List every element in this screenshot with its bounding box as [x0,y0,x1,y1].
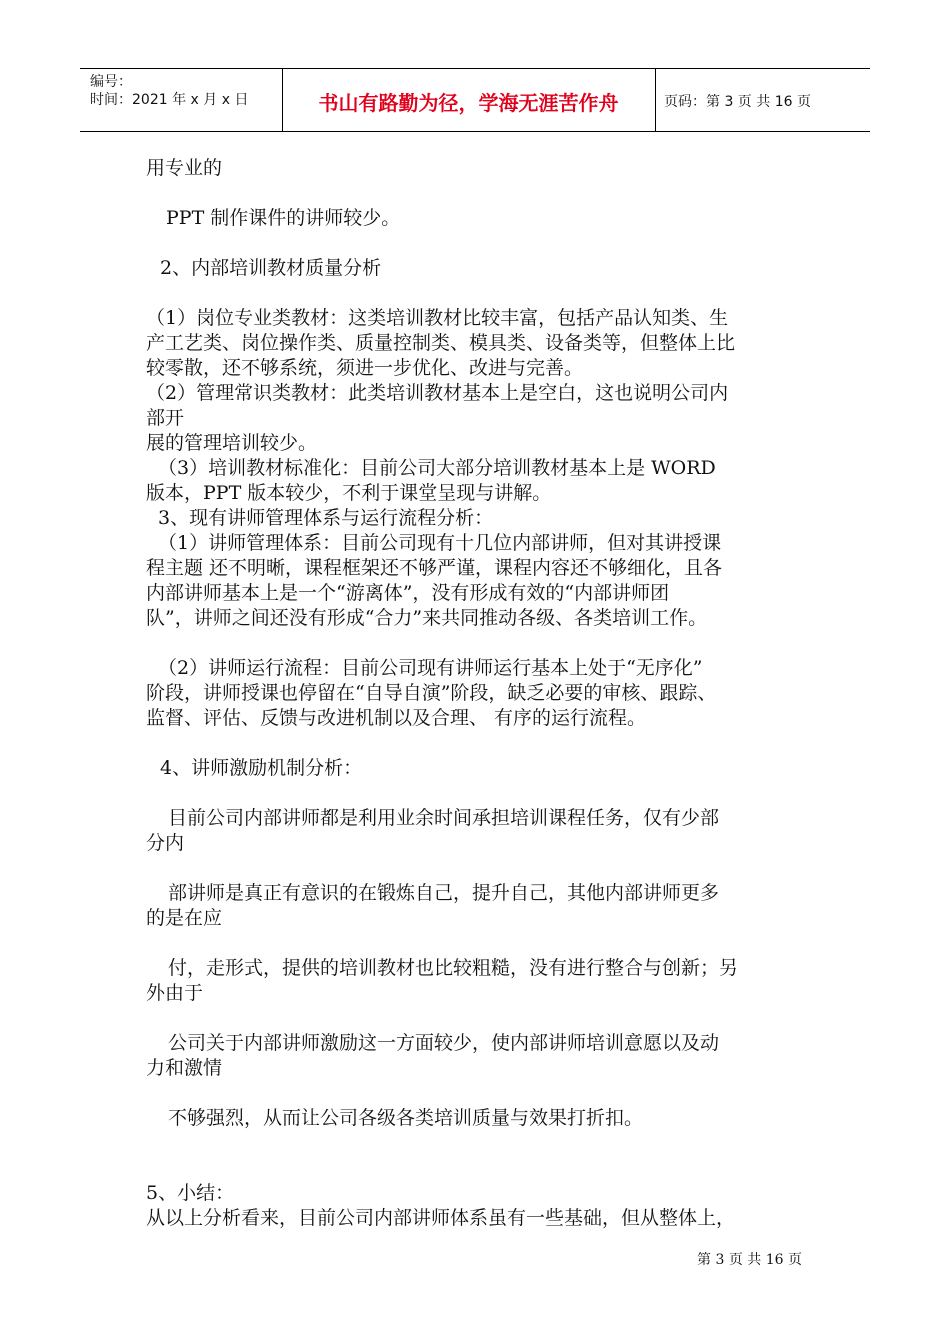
body-line: 程主题 还不明晰，课程框架还不够严谨，课程内容还不够细化，且各 [146,557,723,579]
body-line: 展的管理培训较少。 [146,432,318,454]
document-time-label: 时间：2021 年 x 月 x 日 [90,92,249,108]
body-line: （1）讲师管理体系：目前公司现有十几位内部讲师，但对其讲授课 [158,532,722,554]
body-line: 部开 [146,407,185,429]
header-meta-cell [80,69,283,131]
section-heading: 2、内部培训教材质量分析 [160,257,382,279]
body-line: 用专业的 [146,157,223,179]
body-line: 外由于 [146,982,204,1004]
header-page-cell [656,69,870,131]
body-line: 力和激情 [146,1057,223,1079]
body-line: 内部讲师基本上是一个“游离体”，没有形成有效的“内部讲师团 [146,582,670,604]
section-heading: 3、现有讲师管理体系与运行流程分析： [158,507,494,529]
section-heading: 5、小结： [146,1182,235,1204]
page-header [80,68,870,132]
body-line: 监督、评估、反馈与改进机制以及合理、 有序的运行流程。 [146,707,647,729]
body-line: （1）岗位专业类教材：这类培训教材比较丰富，包括产品认知类、生 [146,307,729,329]
document-number-label: 编号： [90,74,132,90]
body-line: PPT 制作课件的讲师较少。 [166,207,401,229]
body-line: 从以上分析看来，目前公司内部讲师体系虽有一些基础，但从整体上， [146,1207,736,1229]
body-line: 版本，PPT 版本较少，不利于课堂呈现与讲解。 [146,482,552,504]
body-line: 目前公司内部讲师都是利用业余时间承担培训课程任务，仅有少部 [168,807,720,829]
header-page-number: 页码：第 3 页 共 16 页 [664,94,811,110]
body-line: 公司关于内部讲师激励这一方面较少，使内部讲师培训意愿以及动 [168,1032,720,1054]
body-line: 较零散，还不够系统，须进一步优化、改进与完善。 [146,357,584,379]
body-line: 阶段，讲师授课也停留在“自导自演”阶段，缺乏必要的审核、跟踪、 [146,682,717,704]
body-line: （2）讲师运行流程：目前公司现有讲师运行基本上处于“无序化” [158,657,703,679]
body-line: （2）管理常识类教材：此类培训教材基本上是空白，这也说明公司内 [146,382,729,404]
body-line: （3）培训教材标准化：目前公司大部分培训教材基本上是 WORD [158,457,716,479]
body-line: 部讲师是真正有意识的在锻炼自己，提升自己，其他内部讲师更多 [168,882,720,904]
body-line: 不够强烈，从而让公司各级各类培训质量与效果打折扣。 [168,1107,644,1129]
section-heading: 4、讲师激励机制分析： [160,757,363,779]
body-line: 分内 [146,832,185,854]
header-motto: 书山有路勤为径，学海无涯苦作舟 [318,91,619,115]
body-line: 的是在应 [146,907,223,929]
body-line: 队”，讲师之间还没有形成“合力”来共同推动各级、各类培训工作。 [146,607,708,629]
body-line: 产工艺类、岗位操作类、质量控制类、模具类、设备类等，但整体上比 [146,332,736,354]
page-footer-number: 第 3 页 共 16 页 [697,1252,802,1268]
body-line: 付，走形式，提供的培训教材也比较粗糙，没有进行整合与创新；另 [168,957,739,979]
header-motto-cell [282,69,656,131]
